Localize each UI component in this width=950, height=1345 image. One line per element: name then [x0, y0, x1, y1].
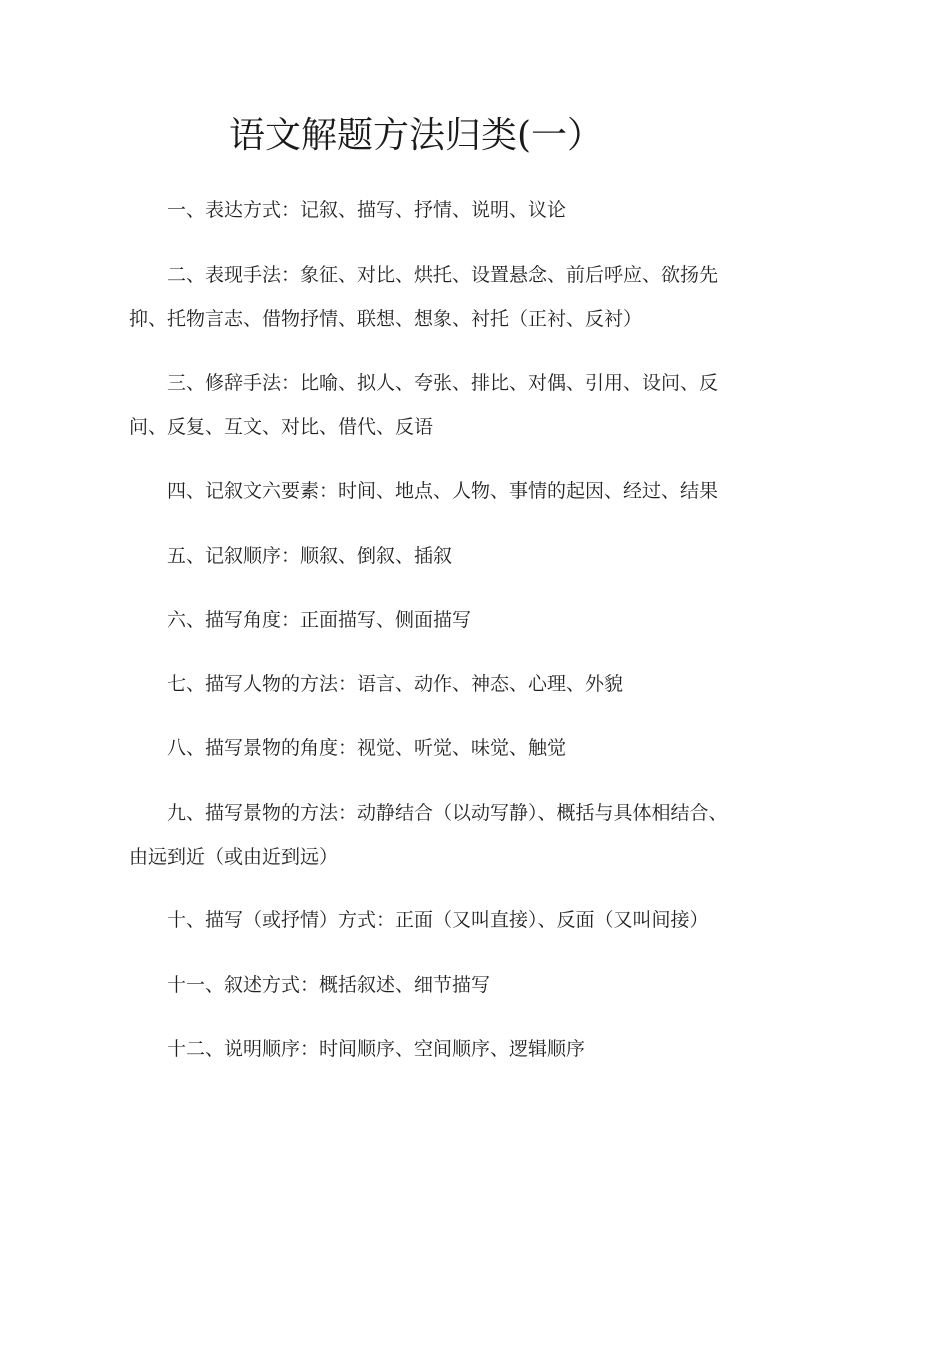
list-item-2: 二、表现手法：象征、对比、烘托、设置悬念、前后呼应、欲扬先抑、托物言志、借物抒情、联想、想象、衬托（正衬、反衬） [129, 264, 719, 330]
list-item-12: 十二、说明顺序：时间顺序、空间顺序、逻辑顺序 [167, 1038, 586, 1060]
list-item-5: 五、记叙顺序：顺叙、倒叙、插叙 [167, 545, 453, 567]
list-item-1: 一、表达方式：记叙、描写、抒情、说明、议论 [167, 199, 567, 221]
list-item-8: 八、描写景物的角度：视觉、听觉、味觉、触觉 [167, 737, 567, 759]
list-item-6: 六、描写角度：正面描写、侧面描写 [167, 609, 472, 631]
list-item-7: 七、描写人物的方法：语言、动作、神态、心理、外貌 [167, 673, 624, 695]
list-item-11: 十一、叙述方式：概括叙述、细节描写 [167, 974, 491, 996]
list-item-3: 三、修辞手法：比喻、拟人、夸张、排比、对偶、引用、设问、反问、反复、互文、对比、借代、反语 [129, 372, 719, 438]
list-item-10: 十、描写（或抒情）方式：正面（又叫直接）、反面（又叫间接） [167, 909, 709, 931]
list-item-9: 九、描写景物的方法：动静结合（以动写静）、概括与具体相结合、由远到近（或由近到远） [129, 802, 728, 868]
page-title: 语文解题方法归类(一） [229, 115, 604, 156]
list-item-4: 四、记叙文六要素：时间、地点、人物、事情的起因、经过、结果 [167, 480, 719, 502]
